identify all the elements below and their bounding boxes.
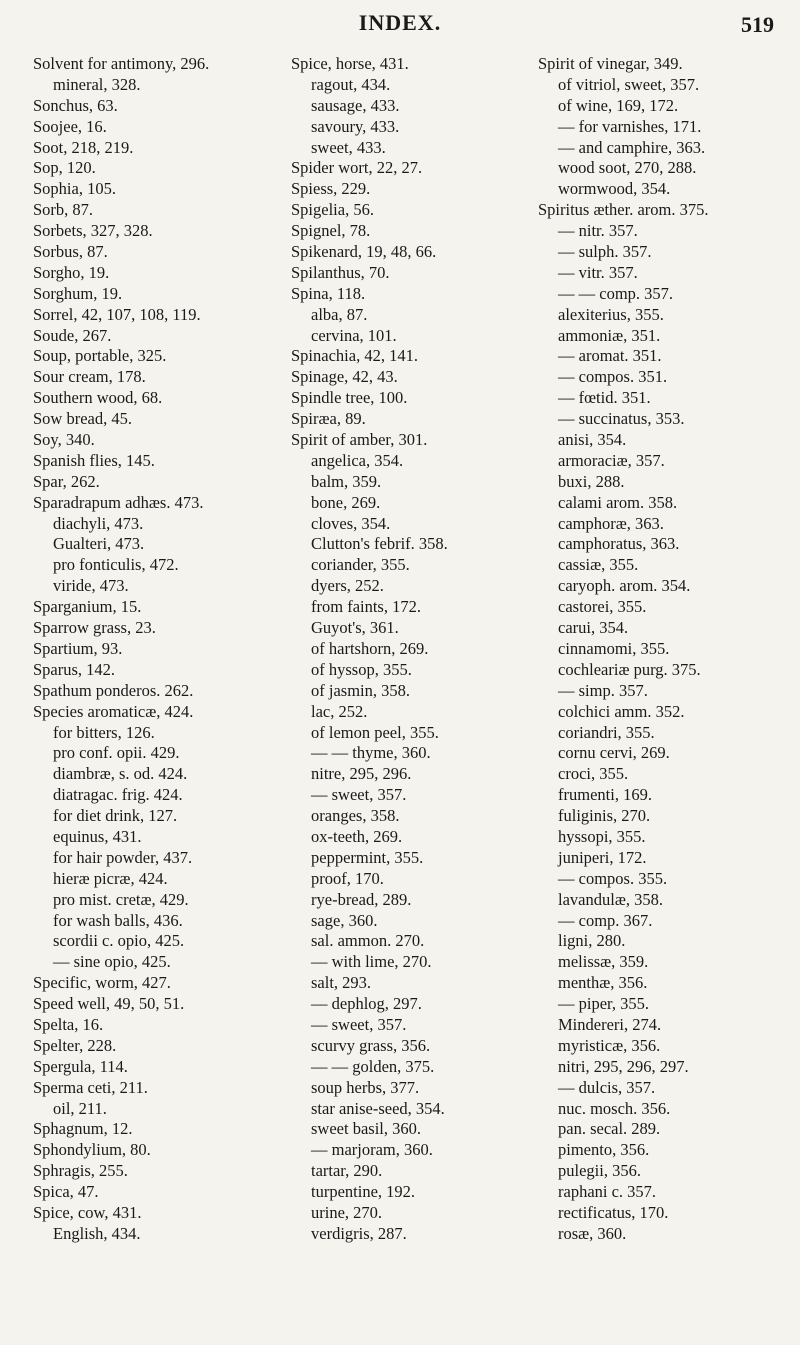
index-entry: Solvent for antimony, 296. bbox=[33, 54, 210, 73]
index-entry: pimento, 356. bbox=[558, 1140, 650, 1160]
index-entry: pro mist. cretæ, 429. bbox=[53, 889, 189, 909]
index-entry: tartar, 290. bbox=[311, 1161, 383, 1181]
index-entry: — compos. 355. bbox=[558, 868, 668, 888]
index-entry: cochleariæ purg. 375. bbox=[558, 659, 701, 679]
index-entry: for diet drink, 127. bbox=[53, 806, 178, 826]
index-entry: buxi, 288. bbox=[558, 471, 625, 491]
index-column-1 bbox=[33, 54, 288, 1245]
index-entry: Spergula, 114. bbox=[33, 1056, 128, 1076]
index-entry: lavandulæ, 358. bbox=[558, 889, 663, 909]
index-entry: Spica, 47. bbox=[33, 1182, 99, 1202]
index-entry: carui, 354. bbox=[558, 618, 629, 638]
index-entry: ligni, 280. bbox=[558, 931, 626, 951]
index-entry: scurvy grass, 356. bbox=[311, 1035, 431, 1055]
index-entry: Sonchus, 63. bbox=[33, 95, 118, 115]
index-entry: of lemon peel, 355. bbox=[311, 722, 439, 742]
index-entry: — sulph. 357. bbox=[558, 242, 652, 262]
index-entry: urine, 270. bbox=[311, 1202, 383, 1222]
index-entry: cornu cervi, 269. bbox=[558, 743, 670, 763]
index-entry: hyssopi, 355. bbox=[558, 826, 646, 846]
index-entry: pan. secal. 289. bbox=[558, 1119, 661, 1139]
index-entry: of hyssop, 355. bbox=[311, 659, 412, 679]
index-entry: verdigris, 287. bbox=[311, 1223, 407, 1243]
index-entry: — sweet, 357. bbox=[311, 785, 407, 805]
index-entry: Soude, 267. bbox=[33, 325, 112, 345]
index-entry: Spikenard, 19, 48, 66. bbox=[291, 242, 437, 262]
index-entry: Soot, 218, 219. bbox=[33, 137, 134, 157]
index-entry: Spanish flies, 145. bbox=[33, 450, 155, 470]
index-entry: Sparganium, 15. bbox=[33, 597, 142, 617]
index-entry: English, 434. bbox=[53, 1223, 141, 1243]
index-entry: Spathum ponderos. 262. bbox=[33, 680, 194, 700]
page-title: INDEX. bbox=[358, 10, 442, 35]
index-entry: rosæ, 360. bbox=[558, 1223, 627, 1243]
page-number: 519 bbox=[741, 12, 774, 37]
index-entry: frumenti, 169. bbox=[558, 785, 652, 805]
index-entry: hieræ picræ, 424. bbox=[53, 868, 168, 888]
index-column-3 bbox=[538, 54, 793, 1245]
index-entry: of hartshorn, 269. bbox=[311, 638, 429, 658]
index-entry: — — comp. 357. bbox=[558, 283, 674, 303]
index-entry: coriandri, 355. bbox=[558, 722, 655, 742]
index-entry: nitre, 295, 296. bbox=[311, 764, 412, 784]
index-entry: Spignel, 78. bbox=[291, 221, 371, 241]
index-entry: Sour cream, 178. bbox=[33, 367, 146, 387]
index-entry: — dulcis, 357. bbox=[558, 1077, 656, 1097]
index-entry: castorei, 355. bbox=[558, 597, 647, 617]
index-entry: Spice, horse, 431. bbox=[291, 54, 409, 73]
index-entry: Spilanthus, 70. bbox=[291, 262, 390, 282]
index-entry: — and camphire, 363. bbox=[558, 137, 706, 157]
index-entry: juniperi, 172. bbox=[558, 847, 647, 867]
index-entry: rectificatus, 170. bbox=[558, 1202, 669, 1222]
index-entry: alba, 87. bbox=[311, 304, 368, 324]
index-entry: Spar, 262. bbox=[33, 471, 100, 491]
index-entry: soup herbs, 377. bbox=[311, 1077, 420, 1097]
index-entry: Sphondylium, 80. bbox=[33, 1140, 151, 1160]
index-entry: Spinage, 42, 43. bbox=[291, 367, 398, 387]
index-entry: Sorrel, 42, 107, 108, 119. bbox=[33, 304, 201, 324]
index-entry: ox-teeth, 269. bbox=[311, 826, 403, 846]
index-entry: diatragac. frig. 424. bbox=[53, 785, 183, 805]
index-column-2 bbox=[291, 54, 536, 1245]
index-entry: Sop, 120. bbox=[33, 158, 96, 178]
index-entry: pro fonticulis, 472. bbox=[53, 555, 179, 575]
index-entry: Sperma ceti, 211. bbox=[33, 1077, 148, 1097]
index-entry: cassiæ, 355. bbox=[558, 555, 639, 575]
index-entry: — compos. 351. bbox=[558, 367, 668, 387]
index-entry: myristicæ, 356. bbox=[558, 1035, 661, 1055]
index-entry: — fœtid. 351. bbox=[558, 388, 651, 408]
index-entry: wood soot, 270, 288. bbox=[558, 158, 697, 178]
index-entry: camphoræ, 363. bbox=[558, 513, 664, 533]
index-entry: — with lime, 270. bbox=[311, 952, 432, 972]
index-entry: scordii c. opio, 425. bbox=[53, 931, 185, 951]
index-entry: equinus, 431. bbox=[53, 826, 142, 846]
index-entry: — sine opio, 425. bbox=[53, 952, 171, 972]
index-entry: melissæ, 359. bbox=[558, 952, 649, 972]
index-entry: Sorb, 87. bbox=[33, 200, 94, 220]
index-entry: Spindle tree, 100. bbox=[291, 388, 408, 408]
index-entry: rye-bread, 289. bbox=[311, 889, 412, 909]
index-entry: — dephlog, 297. bbox=[311, 994, 422, 1014]
index-entry: lac, 252. bbox=[311, 701, 368, 721]
index-entry: pro conf. opii. 429. bbox=[53, 743, 180, 763]
index-entry: — marjoram, 360. bbox=[311, 1140, 433, 1160]
index-entry: menthæ, 356. bbox=[558, 973, 648, 993]
index-entry: — for varnishes, 171. bbox=[558, 116, 702, 136]
index-entry: coriander, 355. bbox=[311, 555, 410, 575]
index-entry: Specific, worm, 427. bbox=[33, 973, 171, 993]
index-entry: for wash balls, 436. bbox=[53, 910, 183, 930]
index-entry: Sorbus, 87. bbox=[33, 242, 108, 262]
index-entry: camphoratus, 363. bbox=[558, 534, 680, 554]
index-entry: viride, 473. bbox=[53, 576, 129, 596]
index-entry: nitri, 295, 296, 297. bbox=[558, 1056, 689, 1076]
index-entry: Clutton's febrif. 358. bbox=[311, 534, 448, 554]
index-entry: Soup, portable, 325. bbox=[33, 346, 167, 366]
index-entry: from faints, 172. bbox=[311, 597, 421, 617]
index-entry: Spina, 118. bbox=[291, 283, 366, 303]
index-entry: raphani c. 357. bbox=[558, 1182, 657, 1202]
index-entry: for hair powder, 437. bbox=[53, 847, 193, 867]
index-entry: Soy, 340. bbox=[33, 430, 95, 450]
index-entry: Sorgho, 19. bbox=[33, 262, 110, 282]
index-entry: dyers, 252. bbox=[311, 576, 384, 596]
index-entry: — nitr. 357. bbox=[558, 221, 638, 241]
index-entry: Sparrow grass, 23. bbox=[33, 618, 156, 638]
index-entry: Soojee, 16. bbox=[33, 116, 107, 136]
index-entry: Spiess, 229. bbox=[291, 179, 371, 199]
index-entry: calami arom. 358. bbox=[558, 492, 678, 512]
index-entry: for bitters, 126. bbox=[53, 722, 155, 742]
index-entry: — simp. 357. bbox=[558, 680, 648, 700]
index-entry: anisi, 354. bbox=[558, 430, 627, 450]
index-entry: — sweet, 357. bbox=[311, 1014, 407, 1034]
index-entry: Mindereri, 274. bbox=[558, 1014, 662, 1034]
index-entry: diachyli, 473. bbox=[53, 513, 144, 533]
index-entry: balm, 359. bbox=[311, 471, 382, 491]
index-entry: — — thyme, 360. bbox=[311, 743, 431, 763]
index-entry: colchici amm. 352. bbox=[558, 701, 685, 721]
index-entry: Sphagnum, 12. bbox=[33, 1119, 133, 1139]
index-entry: — — golden, 375. bbox=[311, 1056, 435, 1076]
index-entry: sausage, 433. bbox=[311, 95, 400, 115]
index-entry: cinnamomi, 355. bbox=[558, 638, 670, 658]
index-entry: oil, 211. bbox=[53, 1098, 107, 1118]
index-entry: sal. ammon. 270. bbox=[311, 931, 425, 951]
index-entry: Spice, cow, 431. bbox=[33, 1202, 142, 1222]
index-entry: Sow bread, 45. bbox=[33, 409, 132, 429]
index-entry: armoraciæ, 357. bbox=[558, 450, 665, 470]
index-entry: — piper, 355. bbox=[558, 994, 649, 1014]
index-entry: Sophia, 105. bbox=[33, 179, 116, 199]
index-entry: savoury, 433. bbox=[311, 116, 400, 136]
index-entry: Spartium, 93. bbox=[33, 638, 123, 658]
index-entry: Gualteri, 473. bbox=[53, 534, 145, 554]
index-entry: Sorbets, 327, 328. bbox=[33, 221, 153, 241]
index-entry: of vitriol, sweet, 357. bbox=[558, 74, 700, 94]
index-entry: alexiterius, 355. bbox=[558, 304, 664, 324]
index-entry: ammoniæ, 351. bbox=[558, 325, 661, 345]
index-entry: Spirit of vinegar, 349. bbox=[538, 54, 683, 73]
index-entry: Sorghum, 19. bbox=[33, 283, 123, 303]
index-entry: pulegii, 356. bbox=[558, 1161, 641, 1181]
index-entry: bone, 269. bbox=[311, 492, 381, 512]
index-entry: Spelter, 228. bbox=[33, 1035, 117, 1055]
index-entry: star anise-seed, 354. bbox=[311, 1098, 445, 1118]
index-entry: Sparadrapum adhæs. 473. bbox=[33, 492, 204, 512]
index-entry: Spirit of amber, 301. bbox=[291, 430, 428, 450]
index-entry: cloves, 354. bbox=[311, 513, 391, 533]
index-entry: — vitr. 357. bbox=[558, 262, 638, 282]
index-entry: of wine, 169, 172. bbox=[558, 95, 679, 115]
index-entry: of jasmin, 358. bbox=[311, 680, 410, 700]
index-entry: sweet basil, 360. bbox=[311, 1119, 421, 1139]
index-entry: mineral, 328. bbox=[53, 74, 141, 94]
index-entry: Species aromaticæ, 424. bbox=[33, 701, 194, 721]
index-entry: ragout, 434. bbox=[311, 74, 391, 94]
index-entry: turpentine, 192. bbox=[311, 1182, 416, 1202]
index-entry: salt, 293. bbox=[311, 973, 372, 993]
index-entry: oranges, 358. bbox=[311, 806, 400, 826]
index-entry: wormwood, 354. bbox=[558, 179, 671, 199]
index-entry: Speed well, 49, 50, 51. bbox=[33, 994, 185, 1014]
index-entry: Spider wort, 22, 27. bbox=[291, 158, 423, 178]
index-entry: fuliginis, 270. bbox=[558, 806, 651, 826]
index-entry: angelica, 354. bbox=[311, 450, 404, 470]
index-entry: Spiræa, 89. bbox=[291, 409, 366, 429]
index-entry: sweet, 433. bbox=[311, 137, 386, 157]
index-entry: croci, 355. bbox=[558, 764, 629, 784]
index-entry: caryoph. arom. 354. bbox=[558, 576, 691, 596]
index-entry: — succinatus, 353. bbox=[558, 409, 685, 429]
index-entry: diambræ, s. od. 424. bbox=[53, 764, 188, 784]
index-entry: — comp. 367. bbox=[558, 910, 653, 930]
index-entry: — aromat. 351. bbox=[558, 346, 662, 366]
index-entry: Sphragis, 255. bbox=[33, 1161, 128, 1181]
index-entry: Guyot's, 361. bbox=[311, 618, 399, 638]
index-entry: sage, 360. bbox=[311, 910, 378, 930]
index-entry: cervina, 101. bbox=[311, 325, 397, 345]
index-entry: Spelta, 16. bbox=[33, 1014, 104, 1034]
index-entry: Southern wood, 68. bbox=[33, 388, 163, 408]
index-entry: Spigelia, 56. bbox=[291, 200, 374, 220]
index-entry: Sparus, 142. bbox=[33, 659, 116, 679]
index-entry: nuc. mosch. 356. bbox=[558, 1098, 671, 1118]
index-entry: Spiritus æther. arom. 375. bbox=[538, 200, 709, 220]
index-entry: peppermint, 355. bbox=[311, 847, 424, 867]
index-entry: proof, 170. bbox=[311, 868, 384, 888]
index-entry: Spinachia, 42, 141. bbox=[291, 346, 418, 366]
